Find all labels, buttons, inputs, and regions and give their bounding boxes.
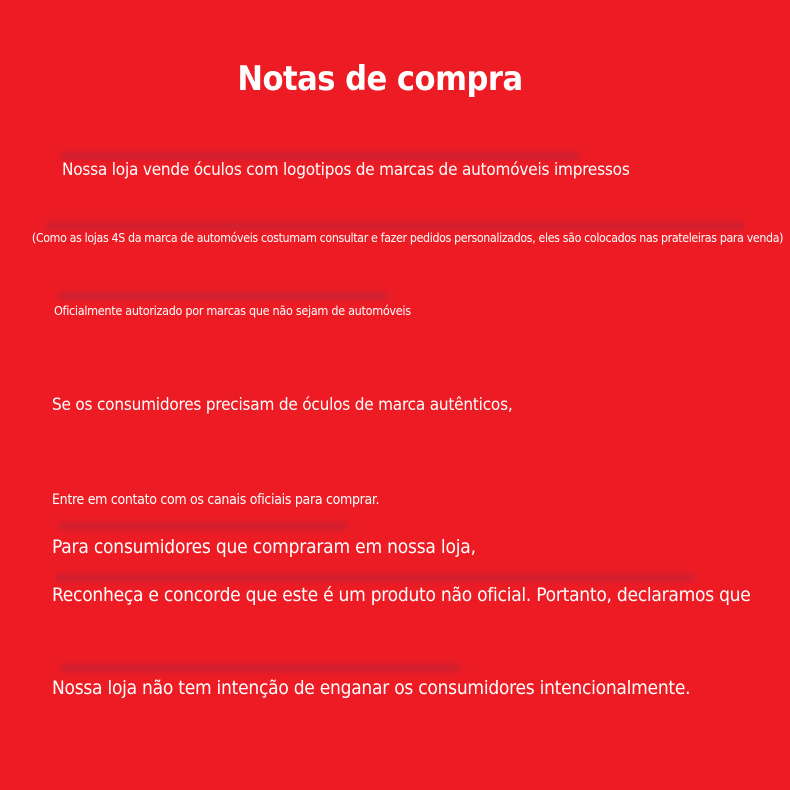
notice-line-declaration: Nossa loja não tem intenção de enganar os consumidores intencionalmente. bbox=[52, 677, 691, 699]
notice-line-official-channels: Entre em contato com os canais oficiais para comprar. bbox=[52, 492, 380, 508]
notice-line-authentic: Se os consumidores precisam de óculos de marca autênticos, bbox=[52, 395, 513, 415]
decorative-smudge bbox=[58, 522, 348, 530]
notice-line-consumers: Para consumidores que compraram em nossa loja, bbox=[52, 536, 476, 558]
notice-title: Notas de compra bbox=[237, 59, 523, 99]
notice-line-acknowledge: Reconheça e concorde que este é um produto não oficial. Portanto, declaramos que bbox=[52, 584, 751, 606]
decorative-smudge bbox=[55, 574, 695, 582]
decorative-smudge bbox=[60, 664, 460, 672]
decorative-smudge bbox=[45, 222, 745, 230]
notice-line-authorization: Oficialmente autorizado por marcas que não sejam de automóveis bbox=[54, 303, 411, 318]
decorative-smudge bbox=[60, 152, 580, 160]
notice-line-4s-note: (Como as lojas 4S da marca de automóveis costumam consultar e fazer pedidos personalizados, eles são colocados nas prateleiras para venda) bbox=[31, 231, 784, 245]
notice-line-product: Nossa loja vende óculos com logotipos de marcas de automóveis impressos bbox=[62, 160, 630, 180]
decorative-smudge bbox=[58, 292, 388, 300]
